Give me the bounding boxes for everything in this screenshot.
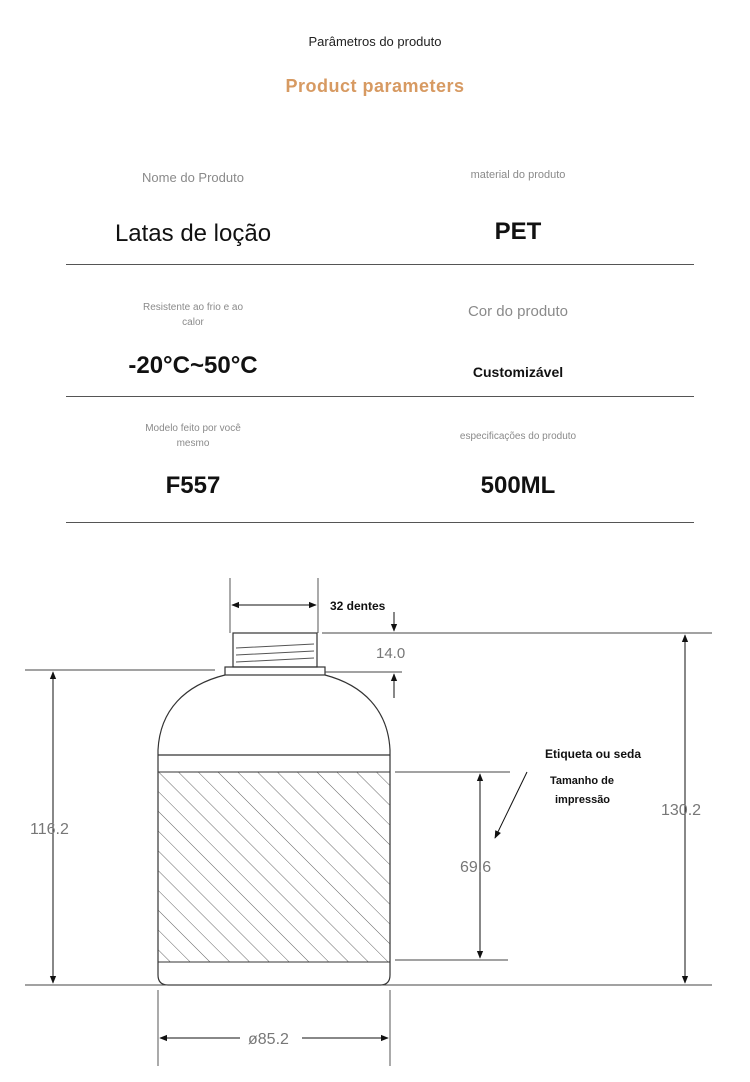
- temperature-value: -20°C~50°C: [128, 352, 258, 379]
- product-material-label: material do produto: [470, 169, 566, 181]
- page-title-portuguese: Parâmetros do produto: [308, 34, 442, 49]
- label-height-label: 69.6: [460, 859, 492, 876]
- temperature-label: [66, 300, 320, 330]
- product-name-label: Nome do Produto: [142, 170, 244, 185]
- neck-height-label: 14.0: [376, 645, 406, 662]
- label-note-line3: impressão: [555, 794, 611, 806]
- model-label-line2: mesmo: [176, 438, 210, 449]
- label-note-line2: Tamanho de: [550, 775, 614, 787]
- temperature-label-line2: calor: [182, 317, 204, 328]
- model-label: [66, 421, 320, 451]
- product-spec-label: especificações do produto: [459, 431, 577, 442]
- row-divider: [66, 522, 694, 523]
- product-name-value: Latas de loção: [114, 220, 272, 247]
- teeth-label: 32 dentes: [330, 599, 386, 613]
- product-color-value: Customizável: [472, 364, 564, 380]
- thread-lines: [236, 644, 314, 662]
- body-height-label: 116.2: [30, 821, 69, 838]
- model-value: F557: [165, 472, 221, 499]
- product-spec-value: 500ML: [480, 472, 556, 499]
- temperature-label-line1: Resistente ao frio e ao: [142, 302, 244, 313]
- model-label-line1: Modelo feito por você: [145, 423, 241, 434]
- total-height-label: 130.2: [661, 802, 702, 819]
- bottle-technical-drawing: [0, 560, 750, 1082]
- diameter-label: ø85.2: [248, 1031, 289, 1048]
- product-color-label: Cor do produto: [467, 303, 569, 320]
- label-area: [158, 772, 390, 962]
- page-title-english: Product parameters: [285, 76, 465, 96]
- product-material-value: PET: [494, 218, 542, 245]
- row-divider: [66, 396, 694, 397]
- bottle-collar: [225, 667, 325, 675]
- row-divider: [66, 264, 694, 265]
- label-note-line1: Etiqueta ou seda: [545, 747, 642, 761]
